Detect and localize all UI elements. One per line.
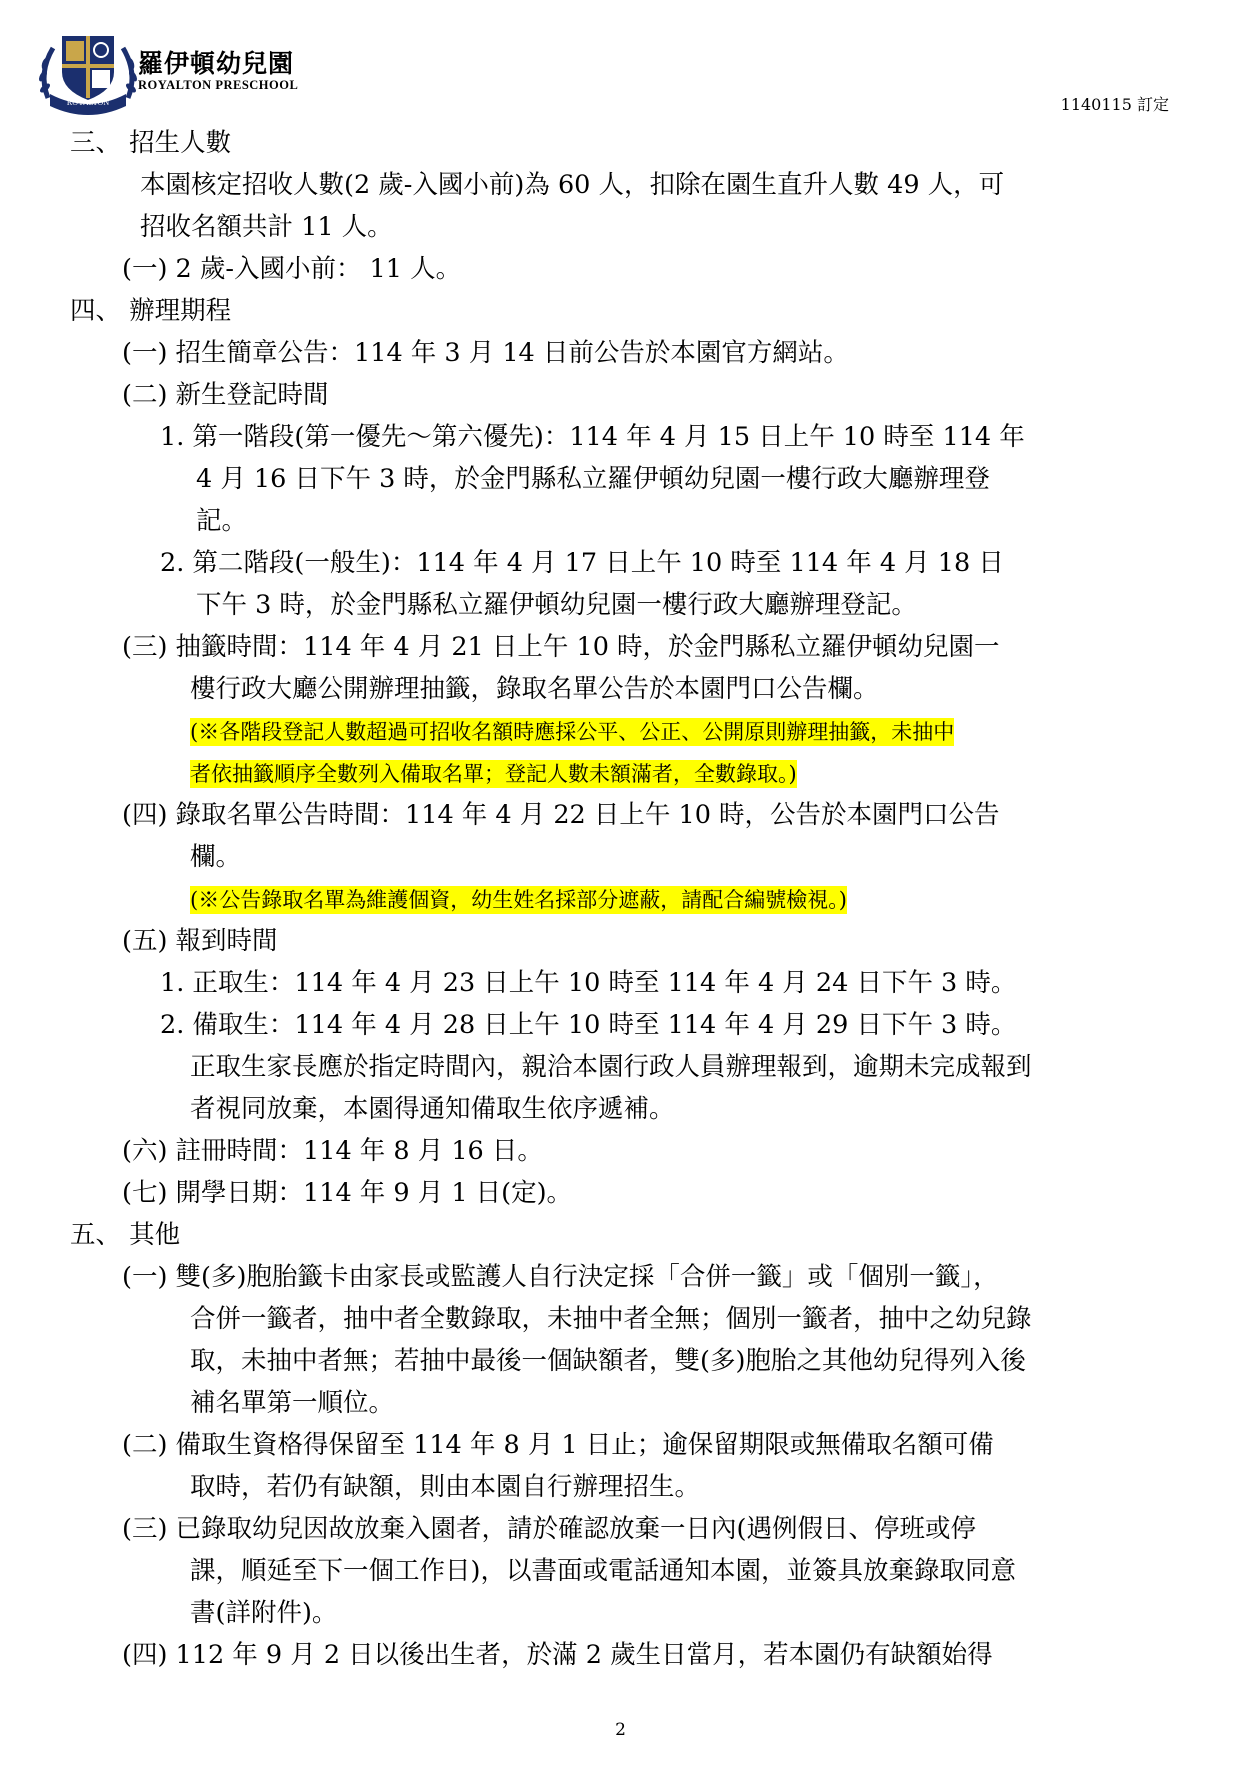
line-text: 招收名額共計 11 人。 — [140, 212, 393, 242]
line-text: 四、 辦理期程 — [70, 296, 232, 326]
school-name: 羅伊頓幼兒園 — [138, 49, 295, 78]
line-text: (五) 報到時間 — [122, 926, 278, 956]
highlighted-note-line — [190, 758, 797, 789]
text-line — [122, 1136, 543, 1166]
line-text: (※各階段登記人數超過可招收名額時應採公平、公正、公開原則辦理抽籤，未抽中 — [190, 720, 955, 744]
text-line — [196, 506, 247, 536]
line-text: 4 月 16 日下午 3 時，於金門縣私立羅伊頓幼兒園一樓行政大廳辦理登 — [196, 464, 990, 494]
line-text: 本園核定招收人數(2 歲-入國小前)為 60 人，扣除在園生直升人數 49 人，可 — [140, 170, 1005, 200]
line-text: 三、 招生人數 — [70, 128, 232, 158]
line-text: 記。 — [196, 506, 248, 536]
line-text: 書(詳附件)。 — [190, 1598, 338, 1628]
text-line — [190, 1472, 700, 1502]
line-text: (四) 錄取名單公告時間：114 年 4 月 22 日上午 10 時，公告於本園門口公告 — [122, 800, 1000, 830]
line-text: (二) 新生登記時間 — [122, 380, 329, 410]
line-text: 者視同放棄，本園得通知備取生依序遞補。 — [190, 1094, 675, 1124]
document-date: 1140115 訂定 — [1060, 95, 1169, 114]
line-text: (※公告錄取名單為維護個資，幼生姓名採部分遮蔽，請配合編號檢視。) — [190, 888, 847, 912]
text-line — [140, 170, 1004, 200]
highlighted-note-line — [190, 716, 954, 747]
text-line — [190, 842, 241, 872]
line-text: 五、 其他 — [70, 1220, 181, 1250]
text-line — [196, 590, 917, 620]
line-text: (一) 雙(多)胞胎籤卡由家長或監護人自行決定採「合併一籤」或「個別一籤」， — [122, 1262, 999, 1292]
line-text: 1. 正取生：114 年 4 月 23 日上午 10 時至 114 年 4 月 24 日下午 3 時。 — [160, 968, 1017, 998]
line-text: 1. 第一階段(第一優先～第六優先)：114 年 4 月 15 日上午 10 時至 114 年 — [160, 422, 1025, 452]
text-line — [140, 212, 393, 242]
text-line — [122, 254, 461, 284]
text-line — [160, 1010, 1016, 1040]
text-line — [70, 128, 231, 158]
line-text: 正取生家長應於指定時間內，親洽本園行政人員辦理報到，逾期未完成報到 — [190, 1052, 1032, 1082]
text-line — [160, 422, 1025, 452]
line-text: (四) 112 年 9 月 2 日以後出生者，於滿 2 歲生日當月，若本園仍有缺額始得 — [122, 1640, 993, 1670]
text-line — [196, 464, 990, 494]
line-text: 取時，若仍有缺額，則由本園自行辦理招生。 — [190, 1472, 701, 1502]
line-text: (六) 註冊時間：114 年 8 月 16 日。 — [122, 1136, 543, 1166]
line-text: 課，順延至下一個工作日)，以書面或電話通知本園，並簽具放棄錄取同意 — [190, 1556, 1016, 1586]
line-text: (二) 備取生資格得保留至 114 年 8 月 1 日止；逾保留期限或無備取名額可備 — [122, 1430, 994, 1460]
text-line — [190, 674, 879, 704]
text-line — [122, 1640, 993, 1670]
text-line — [122, 1178, 572, 1208]
text-line — [70, 296, 231, 326]
text-line — [122, 632, 1000, 662]
text-line — [190, 1346, 1026, 1376]
line-text: 下午 3 時，於金門縣私立羅伊頓幼兒園一樓行政大廳辦理登記。 — [196, 590, 917, 620]
line-text: (七) 開學日期：114 年 9 月 1 日(定)。 — [122, 1178, 573, 1208]
text-line — [190, 1304, 1032, 1334]
text-line — [122, 800, 1000, 830]
text-line — [122, 1262, 999, 1292]
text-line — [122, 380, 329, 410]
text-line — [190, 1052, 1032, 1082]
line-text: 2. 第二階段(一般生)：114 年 4 月 17 日上午 10 時至 114 年 4 月 18 日 — [160, 548, 1004, 578]
line-text: 樓行政大廳公開辦理抽籤，錄取名單公告於本園門口公告欄。 — [190, 674, 879, 704]
text-line — [70, 1220, 180, 1250]
text-line — [122, 338, 849, 368]
line-text: (一) 2 歲-入國小前： 11 人。 — [122, 254, 462, 284]
text-line — [122, 1430, 994, 1460]
logo-ribbon-text: ROYALTON — [66, 98, 110, 107]
text-line — [190, 1388, 394, 1418]
line-text: 取，未抽中者無；若抽中最後一個缺額者，雙(多)胞胎之其他幼兒得列入後 — [190, 1346, 1026, 1376]
text-line — [190, 1556, 1016, 1586]
text-line — [190, 1094, 675, 1124]
line-text: 者依抽籤順序全數列入備取名單；登記人數未額滿者，全數錄取。) — [190, 762, 797, 786]
line-text: 合併一籤者，抽中者全數錄取，未抽中者全無；個別一籤者，抽中之幼兒錄 — [190, 1304, 1032, 1334]
school-name-english: ROYALTON PRESCHOOL — [138, 78, 299, 92]
text-line — [160, 548, 1004, 578]
line-text: (一) 招生簡章公告：114 年 3 月 14 日前公告於本園官方網站。 — [122, 338, 849, 368]
text-line — [190, 1598, 337, 1628]
line-text: 欄。 — [190, 842, 242, 872]
page-number: 2 — [615, 1720, 626, 1740]
line-text: (三) 已錄取幼兒因故放棄入園者，請於確認放棄一日內(遇例假日、停班或停 — [122, 1514, 976, 1544]
line-text: 補名單第一順位。 — [190, 1388, 395, 1418]
text-line — [122, 1514, 976, 1544]
text-line — [122, 926, 278, 956]
line-text: 2. 備取生：114 年 4 月 28 日上午 10 時至 114 年 4 月 29 日下午 3 時。 — [160, 1010, 1017, 1040]
text-line — [160, 968, 1016, 998]
line-text: (三) 抽籤時間：114 年 4 月 21 日上午 10 時，於金門縣私立羅伊頓幼兒園一 — [122, 632, 1000, 662]
highlighted-note-line — [190, 884, 847, 915]
